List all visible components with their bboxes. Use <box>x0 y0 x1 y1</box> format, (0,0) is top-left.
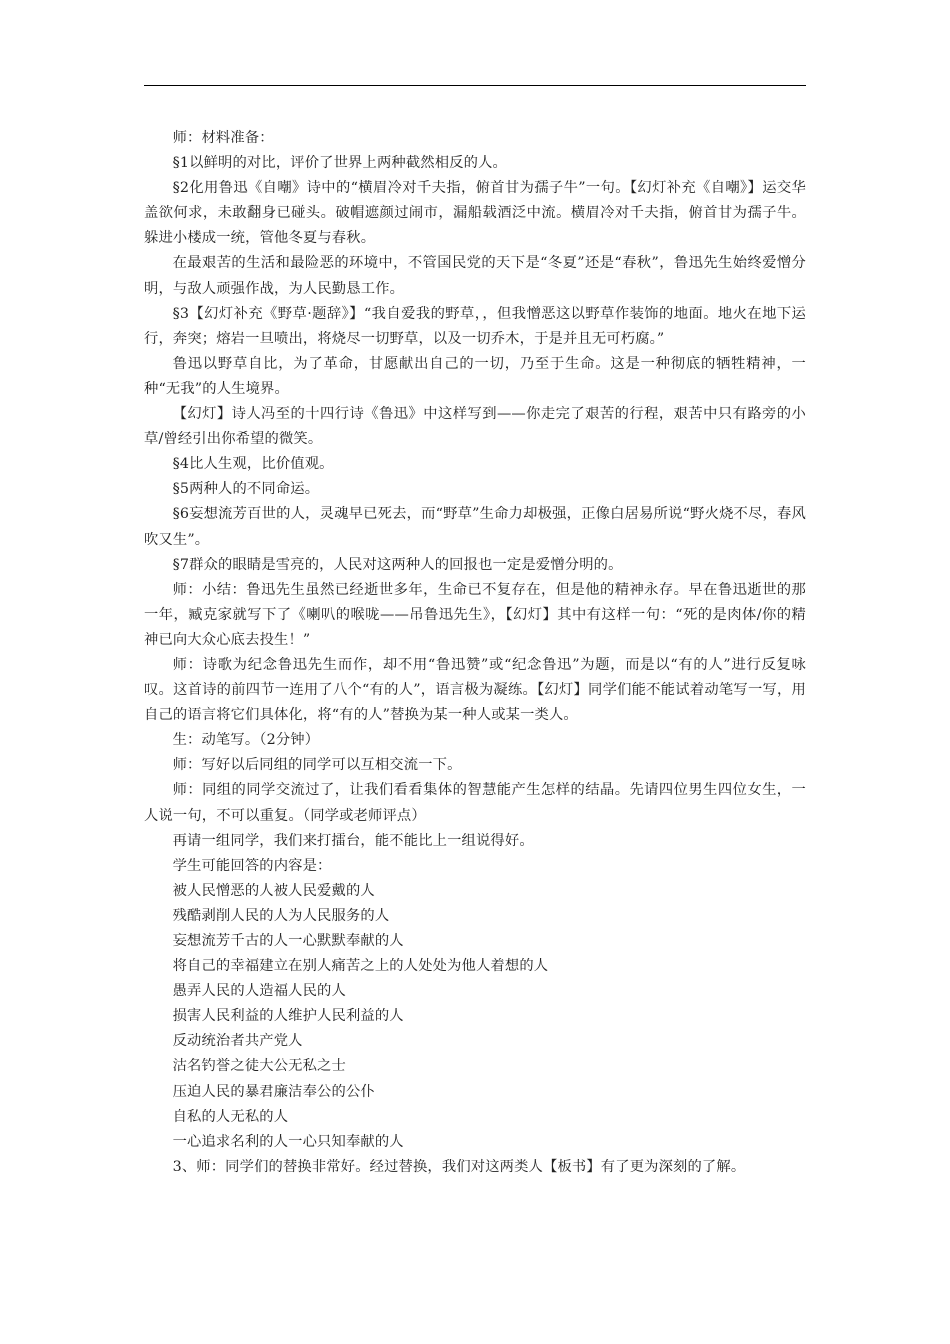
paragraph: §2化用鲁迅《自嘲》诗中的“横眉冷对千夫指，俯首甘为孺子牛”一句。【幻灯补充《自嘲》】运交华盖欲何求，未敢翻身已碰头。破帽遮颜过闹市，漏船载酒泛中流。横眉冷对千夫指，俯首甘为孺子牛。躲进小楼成一统，管他冬夏与春秋。 <box>144 180 806 247</box>
paragraph: §6妄想流芳百世的人，灵魂早已死去，而“野草”生命力却极强，正像白居易所说“野火烧不尽，春风吹又生”。 <box>144 506 806 548</box>
answer-line: 压迫人民的暴君廉洁奉公的公仆 <box>172 1083 375 1100</box>
paragraph: 鲁迅以野草自比，为了革命，甘愿献出自己的一切，乃至于生命。这是一种彻底的牺牲精神，一种“无我”的人生境界。 <box>144 355 806 397</box>
paragraph: §7群众的眼睛是雪亮的，人民对这两种人的回报也一定是爱憎分明的。 <box>172 556 623 573</box>
paragraph: §4比人生观，比价值观。 <box>172 456 334 473</box>
paragraph: 在最艰苦的生活和最险恶的环境中，不管国民党的天下是“冬夏”还是“春秋”，鲁迅先生始终爱憎分明，与敌人顽强作战，为人民勤恳工作。 <box>144 255 806 297</box>
paragraph: §5两种人的不同命运。 <box>172 481 320 498</box>
paragraph: 生：动笔写。（2分钟） <box>172 732 320 749</box>
paragraph: §3【幻灯补充《野草·题辞》】“我自爱我的野草，，但我憎恶这以野草作装饰的地面。地火在地下运行，奔突；熔岩一旦喷出，将烧尽一切野草，以及一切乔木，于是并且无可朽腐。” <box>144 305 806 347</box>
paragraph: 【幻灯】诗人冯至的十四行诗《鲁迅》中这样写到——你走完了艰苦的行程，艰苦中只有路旁的小草/曾经引出你希望的微笑。 <box>144 406 806 448</box>
paragraph: 再请一组同学，我们来打擂台，能不能比上一组说得好。 <box>172 832 534 849</box>
document-body <box>144 126 806 1180</box>
answer-line: 沽名钓誉之徒大公无私之士 <box>172 1058 346 1075</box>
answer-line: 损害人民利益的人维护人民利益的人 <box>172 1008 404 1025</box>
answer-line: 残酷剥削人民的人为人民服务的人 <box>172 907 390 924</box>
paragraph: 学生可能回答的内容是： <box>172 857 332 874</box>
answer-line: 愚弄人民的人造福人民的人 <box>172 983 346 1000</box>
answer-line: 妄想流芳千古的人一心默默奉献的人 <box>172 933 404 949</box>
paragraph: 师：材料准备： <box>172 130 274 146</box>
paragraph: 师：写好以后同组的同学可以互相交流一下。 <box>172 757 462 774</box>
answer-line: 自私的人无私的人 <box>172 1108 289 1125</box>
paragraph: 师：诗歌为纪念鲁迅先生而作，却不用“鲁迅赞”或“纪念鲁迅”为题，而是以“有的人”进行反复咏叹。这首诗的前四节一连用了八个“有的人”，语言极为凝练。【幻灯】同学们能不能试着动笔写一写，用自己的语言将它们具体化，将“有的人”替换为某一种人或某一类人。 <box>144 656 806 724</box>
answer-line: 反动统治者共产党人 <box>172 1033 303 1050</box>
answer-line: 一心追求名利的人一心只知奉献的人 <box>172 1133 404 1150</box>
header-rule <box>144 85 806 86</box>
answer-line: 将自己的幸福建立在别人痛苦之上的人处处为他人着想的人 <box>172 958 549 975</box>
paragraph: 师：小结：鲁迅先生虽然已经逝世多年，生命已不复存在，但是他的精神永存。早在鲁迅逝世的那一年，臧克家就写下了《喇叭的喉咙——吊鲁迅先生》，【幻灯】其中有这样一句：“死的是肉体/你的精神已向大众心底去投生！” <box>144 581 806 648</box>
paragraph: §1以鲜明的对比，评价了世界上两种截然相反的人。 <box>172 155 507 172</box>
paragraph: 3、师：同学们的替换非常好。经过替换，我们对这两类人【板书】有了更为深刻的了解。 <box>172 1158 746 1175</box>
paragraph: 师：同组的同学交流过了，让我们看看集体的智慧能产生怎样的结晶。先请四位男生四位女生，一人说一句，不可以重复。（同学或老师评点） <box>144 782 806 824</box>
answer-line: 被人民憎恶的人被人民爱戴的人 <box>172 882 375 899</box>
